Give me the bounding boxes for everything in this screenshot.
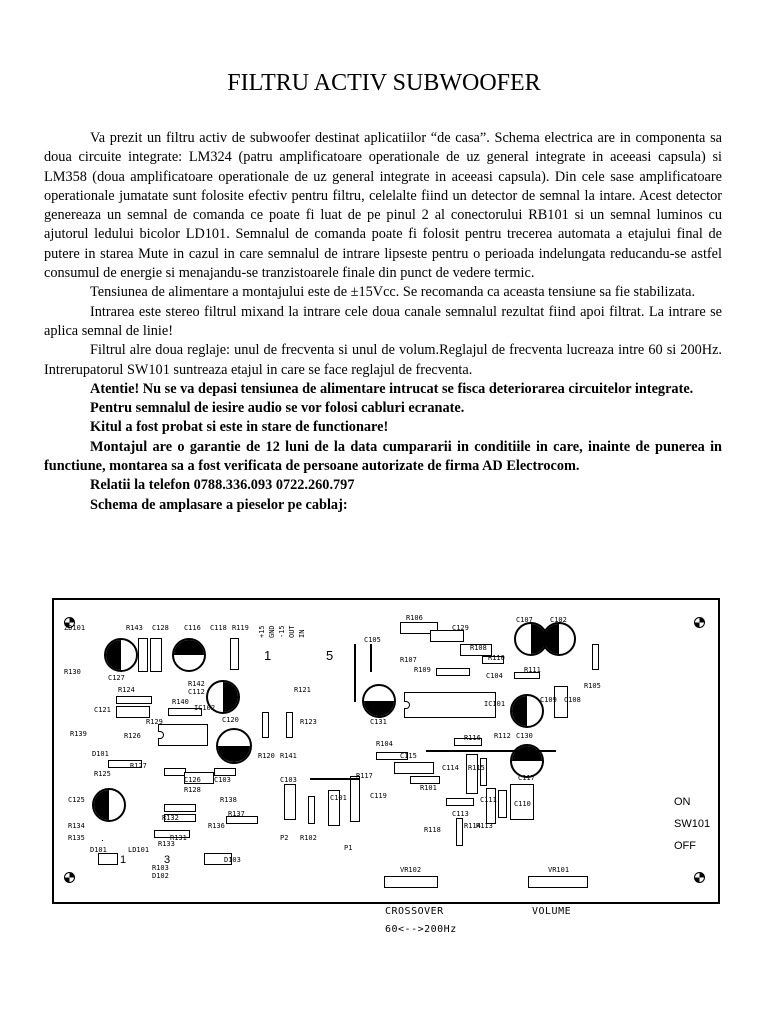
connector-pin-label: OUT <box>288 625 296 638</box>
capacitor-icon <box>510 694 544 728</box>
component-label: R118 <box>424 826 441 834</box>
resistor-icon <box>456 818 463 846</box>
component-label: C101 <box>330 794 347 802</box>
crossover-range-caption: 60<-->200Hz <box>385 924 457 935</box>
connector-pin-label: -15 <box>278 625 286 638</box>
component-label: R121 <box>294 686 311 694</box>
component-label: C119 <box>370 792 387 800</box>
component-label: C103 <box>280 776 297 784</box>
component-label: R112 <box>494 732 511 740</box>
component-label: R127 <box>130 762 147 770</box>
component-label: R113 <box>476 822 493 830</box>
component-label: R130 <box>64 668 81 676</box>
paragraph-guarantee: Montajul are o garantie de 12 luni de la data cumpararii in conditiile in care, inainte de punerea in functiune, montarea sa a fost verificata de persoane autorizate de firma AD Electrocom. <box>44 438 722 475</box>
component-label: C107 <box>516 616 533 624</box>
component-label: D102 <box>152 872 169 880</box>
paragraph-warning: Atentie! Nu se va depasi tensiunea de alimentare intrucat se fisca deteriorarea circuitelor integrate. <box>90 380 694 397</box>
switch-name-label: SW101 <box>674 818 711 830</box>
potentiometer-label: VR102 <box>400 866 422 874</box>
component-label: P2 <box>280 834 289 842</box>
component-label: R119 <box>232 624 249 632</box>
component-label: R107 <box>400 656 417 664</box>
component-label: C109 <box>540 696 557 704</box>
connector-left-label: 1 <box>264 648 272 663</box>
resistor-icon <box>308 796 315 824</box>
led-pin-label: 3 <box>164 854 171 866</box>
component-label: R120 <box>258 752 275 760</box>
led-pin-label: 1 <box>120 854 127 866</box>
resistor-icon <box>230 638 239 670</box>
component-label: R129 <box>146 718 163 726</box>
component-label: R143 <box>126 624 143 632</box>
component-label: R134 <box>68 822 85 830</box>
component-label: R138 <box>220 796 237 804</box>
film-capacitor-icon <box>284 784 296 820</box>
component-label: R103 <box>152 864 169 872</box>
trace-wire <box>426 750 556 752</box>
component-label: C104 <box>486 672 503 680</box>
component-label: C116 <box>184 624 201 632</box>
component-label: IC101 <box>484 700 506 708</box>
component-label: C120 <box>222 716 239 724</box>
paragraph-phone: Relatii la telefon 0788.336.093 0722.260.797 <box>90 477 355 494</box>
resistor-icon <box>214 768 236 776</box>
resistor-icon <box>592 644 599 670</box>
component-label: R141 <box>280 752 297 760</box>
component-label: C129 <box>452 624 469 632</box>
paragraph-schema-caption: Schema de amplasare a pieselor pe cablaj: <box>90 496 348 513</box>
component-label: ZD101 <box>64 624 86 632</box>
ic-chip-icon <box>404 692 496 718</box>
resistor-icon <box>164 768 186 776</box>
document-body <box>44 129 722 515</box>
paragraph-bold: Kitul a fost probat si este in stare de functionare! <box>90 419 389 436</box>
resistor-icon <box>262 712 269 738</box>
trace-wire <box>102 840 103 841</box>
component-label: C112 <box>188 688 205 696</box>
component-label: R142 <box>188 680 205 688</box>
component-label: R140 <box>172 698 189 706</box>
capacitor-icon <box>542 622 576 656</box>
component-label: R117 <box>356 772 373 780</box>
switch-off-label: OFF <box>674 840 696 852</box>
resistor-icon <box>480 758 487 786</box>
film-capacitor-icon <box>350 776 360 822</box>
component-label: R116 <box>464 734 481 742</box>
capacitor-icon <box>172 638 206 672</box>
component-label: C111 <box>480 796 497 804</box>
component-label: LD101 <box>128 846 150 854</box>
component-label: R139 <box>70 730 87 738</box>
connector-pin-label: IN <box>298 629 306 638</box>
film-capacitor-icon <box>116 706 150 718</box>
component-label: D101 <box>92 750 109 758</box>
paragraph: Va prezit un filtru activ de subwoofer destinat aplicatiilor “de casa”. Schema electrica are in componenta sa doua circuite integrate: LM324 (patru amplificatoare operationale de uz general integrate in aceeasi capsula) si LM358 (doua amplificatoare operationale de uz general integrate in aceeasi capsula). Din cele sase amplificatoare operationale jumatate sunt folosite efectiv pentru filtru, celelalte fiind un detector de semnal la intare. Acest detector genereaza un semnal de comanda ce poate fi luat de pe pinul 2 al conectorului RB101 si un semnal luminos cu ajutorul ledului bicolor LD101. Semnalul de comanda poate fi folosit pentru trecerea automata a etajului final de putere in starea Mute in cazul in care semnalul de intrare lipseste pentru o perioada indelungata reducandu-se astfel consumul de energie si menajandu-se tranzistoarele finale din punct de vedere termic. <box>44 130 722 282</box>
paragraph: Tensiunea de alimentare a montajului este de ±15Vcc. Se recomanda ca aceasta tensiune sa fie stabilizata. <box>90 284 696 301</box>
component-label: C125 <box>68 796 85 804</box>
potentiometer-crossover <box>384 876 438 888</box>
component-label: R105 <box>584 682 601 690</box>
paragraph-bold: Pentru semnalul de iesire audio se vor folosi cabluri ecranate. <box>90 400 465 417</box>
component-label: C108 <box>564 696 581 704</box>
component-label: R102 <box>300 834 317 842</box>
component-label: D103 <box>224 856 241 864</box>
component-label: C121 <box>94 706 111 714</box>
connector-pin-label: +15 <box>258 625 266 638</box>
resistor-icon <box>164 804 196 812</box>
capacitor-icon <box>216 728 252 764</box>
component-label: R108 <box>470 644 487 652</box>
component-label: R126 <box>124 732 141 740</box>
paragraph: Intrarea este stereo filtrul mixand la intrare cele doua canale semnalul rezultat fiind apoi filtrat. La intrare se aplica semnal de linie! <box>44 303 722 339</box>
trace-wire <box>354 644 356 702</box>
component-label: C103 <box>214 776 231 784</box>
resistor-icon <box>410 776 440 784</box>
resistor-icon <box>286 712 293 738</box>
trace-wire <box>310 778 360 780</box>
capacitor-icon <box>92 788 126 822</box>
component-label: R137 <box>228 810 245 818</box>
resistor-icon <box>436 668 470 676</box>
component-label: C115 <box>400 752 417 760</box>
potentiometer-volume <box>528 876 588 888</box>
component-label: C128 <box>152 624 169 632</box>
component-label: C102 <box>550 616 567 624</box>
component-label: R109 <box>414 666 431 674</box>
page-title: FILTRU ACTIV SUBWOOFER <box>227 70 541 96</box>
component-label: P1 <box>344 844 353 852</box>
mounting-hole-icon <box>694 872 705 883</box>
component-label: C130 <box>516 732 533 740</box>
film-capacitor-icon <box>486 788 496 824</box>
resistor-icon <box>116 696 152 704</box>
mounting-hole-icon <box>694 617 705 628</box>
switch-on-label: ON <box>674 796 691 808</box>
component-label: R131 <box>170 834 187 842</box>
mounting-hole-icon <box>64 872 75 883</box>
component-label: R101 <box>420 784 437 792</box>
component-label: R135 <box>68 834 85 842</box>
resistor-icon <box>138 638 148 672</box>
component-label: IC102 <box>194 704 216 712</box>
component-label: C105 <box>364 636 381 644</box>
component-label: R115 <box>468 764 485 772</box>
component-label: C127 <box>108 674 125 682</box>
volume-caption: VOLUME <box>532 906 572 917</box>
component-label: R110 <box>488 654 505 662</box>
component-label: R124 <box>118 686 135 694</box>
component-label: D101 <box>90 846 107 854</box>
component-label: R128 <box>184 786 201 794</box>
component-label: C114 <box>442 764 459 772</box>
trace-wire <box>370 644 372 672</box>
connector-right-label: 5 <box>326 648 334 663</box>
component-label: C113 <box>452 810 469 818</box>
component-label: R106 <box>406 614 423 622</box>
component-label: R136 <box>208 822 225 830</box>
component-label: R123 <box>300 718 317 726</box>
resistor-icon <box>150 638 162 672</box>
film-capacitor-icon <box>394 762 434 774</box>
component-label: R111 <box>524 666 541 674</box>
film-capacitor-icon <box>466 754 478 794</box>
diode-icon <box>98 853 118 865</box>
component-label: C110 <box>514 800 531 808</box>
component-label: C117 <box>518 774 535 782</box>
component-label: R104 <box>376 740 393 748</box>
potentiometer-label: VR101 <box>548 866 570 874</box>
pcb-layout-diagram <box>52 598 720 904</box>
crossover-caption: CROSSOVER <box>385 906 444 917</box>
capacitor-icon <box>104 638 138 672</box>
resistor-icon <box>446 798 474 806</box>
resistor-icon <box>498 790 507 818</box>
component-label: R132 <box>162 814 179 822</box>
ic-chip-icon <box>158 724 208 746</box>
paragraph: Filtrul alre doua reglaje: unul de frecventa si unul de volum.Reglajul de frecventa lucreaza intre 60 si 200Hz. Intrerupatorul SW101 suntreaza etajul in care se face reglajul de frecventa. <box>44 342 722 378</box>
connector-pin-label: GND <box>268 625 276 638</box>
component-label: C131 <box>370 718 387 726</box>
capacitor-icon <box>362 684 396 718</box>
component-label: C126 <box>184 776 201 784</box>
component-label: C118 <box>210 624 227 632</box>
component-label: R133 <box>158 840 175 848</box>
component-label: R114 <box>464 822 481 830</box>
component-label: R125 <box>94 770 111 778</box>
